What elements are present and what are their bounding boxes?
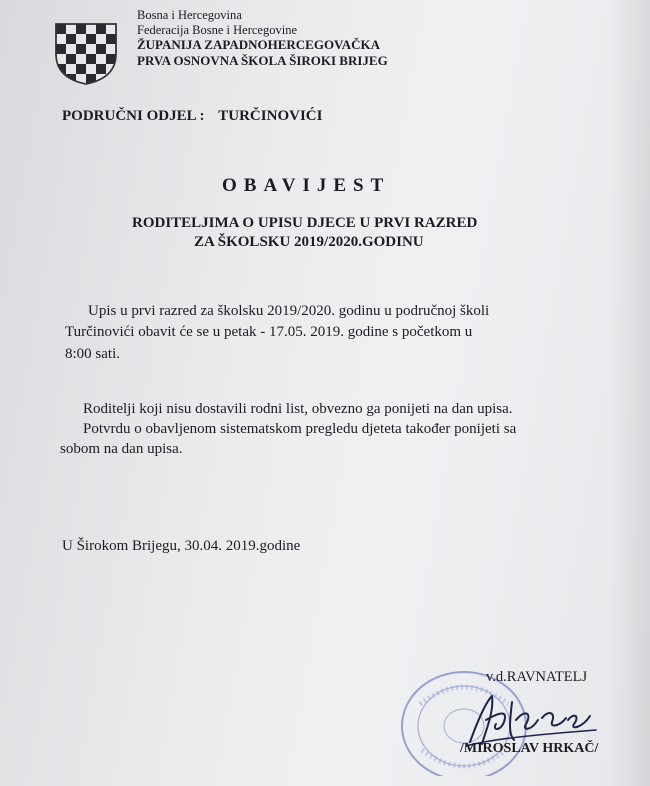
- place-date: U Širokom Brijegu, 30.04. 2019.godine: [62, 538, 301, 554]
- body-paragraph1-line3: 8:00 sati.: [65, 346, 120, 362]
- body-paragraph2-line3: sobom na dan upisa.: [60, 441, 183, 457]
- signatory-role: v.d.RAVNATELJ: [486, 669, 588, 685]
- department-label: PODRUČNI ODJEL :: [62, 108, 205, 124]
- body-paragraph2-line2: Potvrdu o obavljenom sistematskom pregledu djeteta također ponijeti sa: [83, 421, 517, 437]
- header-country: Bosna i Hercegovina: [137, 8, 242, 22]
- notice-title: OBAVIJEST: [222, 175, 391, 196]
- header-canton: ŽUPANIJA ZAPADNOHERCEGOVAČKA: [137, 37, 381, 52]
- department-line: [62, 108, 322, 125]
- department-value: TURČINOVIĆI: [218, 108, 323, 124]
- header-federation: Federacija Bosne i Hercegovine: [137, 23, 298, 37]
- notice-subtitle-line1: RODITELJIMA O UPISU DJECE U PRVI RAZRED: [132, 215, 478, 231]
- header-school: PRVA OSNOVNA ŠKOLA ŠIROKI BRIJEG: [137, 53, 388, 68]
- coat-of-arms-icon: [52, 20, 120, 86]
- body-paragraph1-line2: Turčinovići obavit će se u petak - 17.05. 2019. godine s početkom u: [65, 324, 473, 340]
- notice-subtitle-line2: ZA ŠKOLSKU 2019/2020.GODINU: [194, 234, 424, 250]
- signatory-name: /MIROSLAV HRKAČ/: [460, 741, 599, 756]
- page-shadow: [610, 0, 650, 786]
- body-paragraph2-line1: Roditelji koji nisu dostavili rodni list, obvezno ga ponijeti na dan upisa.: [83, 401, 513, 417]
- body-paragraph1-line1: Upis u prvi razred za školsku 2019/2020. godinu u područnoj školi: [88, 303, 490, 319]
